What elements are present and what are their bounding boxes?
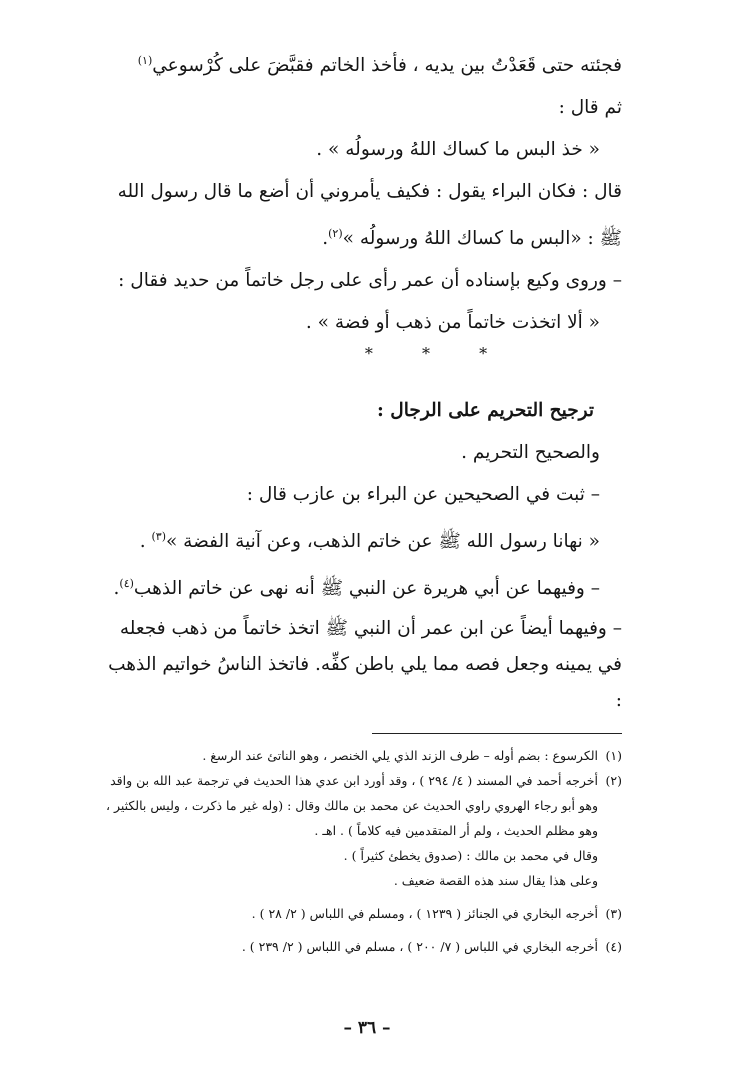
page-number: – ٣٦ – <box>343 1018 391 1038</box>
quote-2: « ألا اتخذت خاتماً من ذهب أو فضة » . <box>305 312 600 334</box>
footnote-3 <box>102 901 622 926</box>
footnote-number: (٤) <box>605 939 622 954</box>
footnote-text: أخرجه البخاري في الجنائز ( ١٢٣٩ ) ، ومسلم في اللباس ( ٢/ ٢٨ ) . <box>251 906 598 921</box>
footnote-text: أخرجه البخاري في اللباس ( ٧/ ٢٠٠ ) ، مسلم في اللباس ( ٢/ ٢٣٩ ) . <box>241 939 598 954</box>
paragraph-2: ثم قال : <box>558 97 622 119</box>
section-divider-stars: * * * <box>364 344 510 364</box>
paragraph-5: والصحيح التحريم . <box>461 442 600 464</box>
footnotes <box>102 743 622 959</box>
footnote-2 <box>102 768 622 893</box>
footnote-ref-2[interactable]: (٢) <box>328 227 343 241</box>
paragraph-6: – ثبت في الصحيحين عن البراء بن عازب قال : <box>246 484 600 506</box>
section-heading: ترجيح التحريم على الرجال : <box>377 400 594 422</box>
paragraph-8: – وفيهما أيضاً عن ابن عمر أن النبي ﷺ اتخذ خاتماً من ذهب فجعله في يمينه وجعل فصه مما يلي باطن كفِّه. فاتخذ الناسُ خواتيم الذهب : <box>108 617 622 711</box>
quote-3: « نهانا رسول الله ﷺ عن خاتم الذهب، وعن آنية الفضة »$^{(٣)}$ . <box>139 530 600 553</box>
footnote-separator <box>372 733 622 734</box>
footnote-4 <box>102 934 622 959</box>
footnote-1 <box>102 743 622 768</box>
main-text <box>102 40 622 719</box>
footnote-text: أخرجه أحمد في المسند ( ٤/ ٢٩٤ ) ، وقد أورد ابن عدي هذا الحديث في ترجمة عبد الله بن واقد وهو أبو رجاء الهروي راوي الحديث عن محمد بن مالك وقال : (وله غير ما ذكرت ، وليس بالكثير ، وهو مظلم الحديث ، ولم أر المتقدمين فيه كلاماً ) . اهـ . وقال في محمد بن مالك : (صدوق يخطئ كثيراً ) . وعلى هذا يقال سند هذه القصة ضعيف . <box>105 773 598 888</box>
paragraph-4: – وروى وكيع بإسناده أن عمر رأى على رجل خاتماً من حديد فقال : <box>118 270 622 292</box>
footnote-ref-3[interactable]: (٣) <box>151 530 166 544</box>
paragraph-7: – وفيهما عن أبي هريرة عن النبي ﷺ أنه نهى عن خاتم الذهب$^{(٤)}$. <box>113 577 600 600</box>
footnote-number: (٢) <box>605 773 622 788</box>
footnote-number: (٣) <box>605 906 622 921</box>
paragraph-3: قال : فكان البراء يقول : فكيف يأمروني أن أضع ما قال رسول الله ﷺ : «البس ما كساك اللهُ ورسولُه »$^{(٢)}$. <box>117 181 622 250</box>
quote-1: « خذ البس ما كساك اللهُ ورسولُه » . <box>316 139 600 161</box>
footnote-text: الكرسوع : بضم أوله – طرف الزند الذي يلي الخنصر ، وهو الناتئ عند الرسغ . <box>202 748 598 763</box>
footnote-ref-1[interactable]: (١) <box>137 54 153 67</box>
footnote-number: (١) <box>605 748 622 763</box>
footnote-ref-4[interactable]: (٤) <box>119 577 134 591</box>
paragraph-1: فجئته حتى قَعَدْتُ بين يديه ، فأخذ الخاتم فقبَّضَ على كُرْسوعي$^{(١)}$ <box>137 54 622 77</box>
